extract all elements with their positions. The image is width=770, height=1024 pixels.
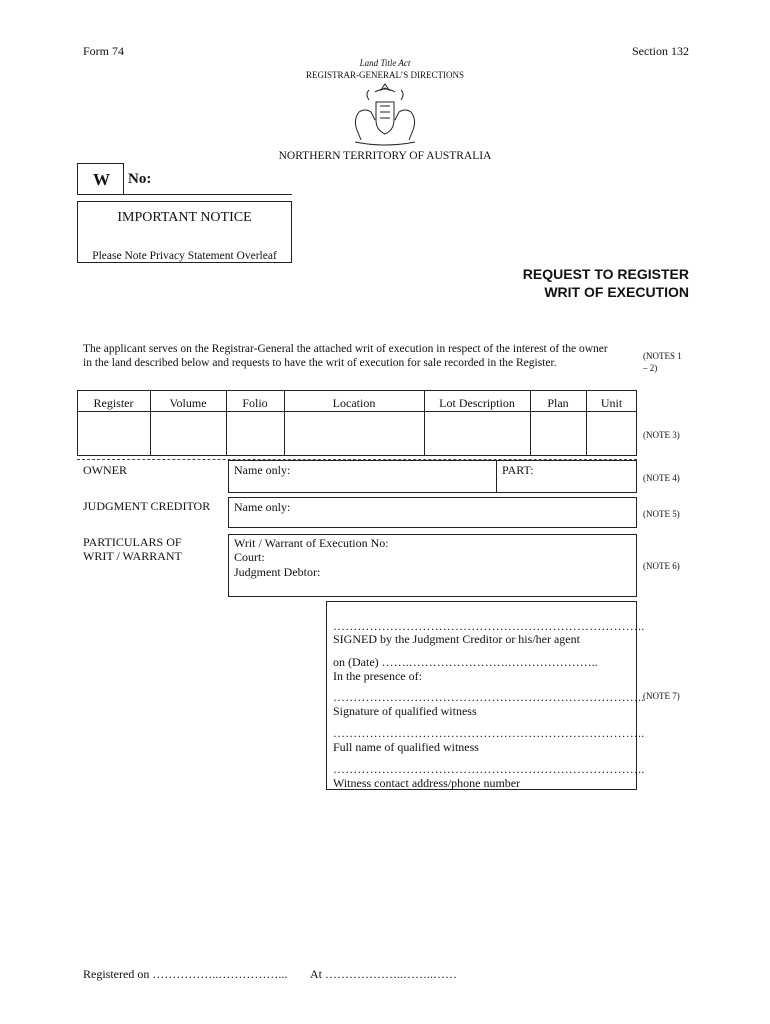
act-name: Land Title Act bbox=[359, 58, 411, 68]
particulars-label-line1: PARTICULARS OF bbox=[83, 535, 182, 549]
dealing-no-line bbox=[124, 194, 292, 195]
privacy-note: Please Note Privacy Statement Overleaf bbox=[92, 250, 277, 262]
note-5: (NOTE 5) bbox=[643, 509, 680, 519]
register-input-cell[interactable] bbox=[78, 412, 150, 455]
owner-part-label: PART: bbox=[502, 463, 534, 477]
note-4: (NOTE 4) bbox=[643, 473, 680, 483]
form-number: Form 74 bbox=[83, 44, 125, 58]
volume-input-cell[interactable] bbox=[151, 412, 226, 455]
directions-heading: REGISTRAR-GENERAL’S DIRECTIONS bbox=[306, 70, 464, 80]
in-presence-label: In the presence of: bbox=[333, 669, 422, 683]
location-input-cell[interactable] bbox=[285, 412, 424, 455]
form-title-line2: WRIT OF EXECUTION bbox=[544, 284, 689, 300]
witness-name-label: Full name of qualified witness bbox=[333, 740, 479, 754]
particulars-label-line2: WRIT / WARRANT bbox=[83, 549, 182, 563]
registered-on-field[interactable]: Registered on ……………..……………... bbox=[83, 967, 288, 981]
column-header-lot-description: Lot Description bbox=[439, 396, 515, 410]
note-1-2-line1: (NOTES 1 bbox=[643, 351, 682, 361]
creditor-signature-line[interactable]: ………………………………………………………………….. bbox=[333, 619, 645, 633]
lot-description-input-cell[interactable] bbox=[425, 412, 530, 455]
intro-line1: The applicant serves on the Registrar-General the attached writ of execution in respect of the interest of the owner bbox=[83, 343, 608, 355]
note-7: (NOTE 7) bbox=[643, 691, 680, 701]
jurisdiction-heading: NORTHERN TERRITORY OF AUSTRALIA bbox=[278, 150, 492, 162]
note-6: (NOTE 6) bbox=[643, 561, 680, 571]
unit-input-cell[interactable] bbox=[587, 412, 636, 455]
column-header-folio: Folio bbox=[242, 396, 268, 410]
column-header-plan: Plan bbox=[547, 396, 569, 410]
witness-address-line[interactable]: ………………………………………………………………….. bbox=[333, 762, 645, 776]
witness-address-label: Witness contact address/phone number bbox=[333, 776, 521, 790]
owner-name-only-label: Name only: bbox=[234, 463, 291, 477]
writ-number-label: Writ / Warrant of Execution No: bbox=[234, 536, 389, 550]
owner-part-divider bbox=[496, 460, 497, 493]
folio-input-cell[interactable] bbox=[227, 412, 284, 455]
form-title-line1: REQUEST TO REGISTER bbox=[522, 266, 689, 282]
owner-label: OWNER bbox=[83, 463, 127, 477]
column-header-register: Register bbox=[93, 396, 134, 410]
important-notice-title: IMPORTANT NOTICE bbox=[117, 210, 252, 225]
plan-input-cell[interactable] bbox=[531, 412, 586, 455]
court-label: Court: bbox=[234, 550, 265, 564]
creditor-name-only-label: Name only: bbox=[234, 500, 291, 514]
coat-of-arms-emblem bbox=[345, 82, 425, 148]
note-3: (NOTE 3) bbox=[643, 430, 680, 440]
column-header-volume: Volume bbox=[169, 396, 207, 410]
w-letter: W bbox=[93, 170, 110, 189]
judgment-debtor-label: Judgment Debtor: bbox=[234, 565, 321, 579]
witness-signature-line[interactable]: ………………………………………………………………….. bbox=[333, 690, 645, 704]
registered-at-field[interactable]: At ………………..……..…… bbox=[310, 967, 457, 981]
section-number: Section 132 bbox=[632, 44, 689, 58]
dealing-no-label: No: bbox=[128, 171, 152, 187]
witness-name-line[interactable]: ………………………………………………………………….. bbox=[333, 726, 645, 740]
note-1-2-line2: – 2) bbox=[643, 363, 658, 373]
witness-signature-label: Signature of qualified witness bbox=[333, 704, 477, 718]
signing-date-line[interactable]: on (Date) …….…………………….………………….. bbox=[333, 655, 598, 669]
column-header-unit: Unit bbox=[600, 396, 623, 410]
intro-line2: in the land described below and requests to have the writ of execution for sale recorded in the Register. bbox=[83, 357, 557, 369]
column-header-location: Location bbox=[332, 396, 376, 410]
judgment-creditor-label: JUDGMENT CREDITOR bbox=[83, 499, 211, 513]
signed-by-label: SIGNED by the Judgment Creditor or his/her agent bbox=[333, 632, 580, 646]
